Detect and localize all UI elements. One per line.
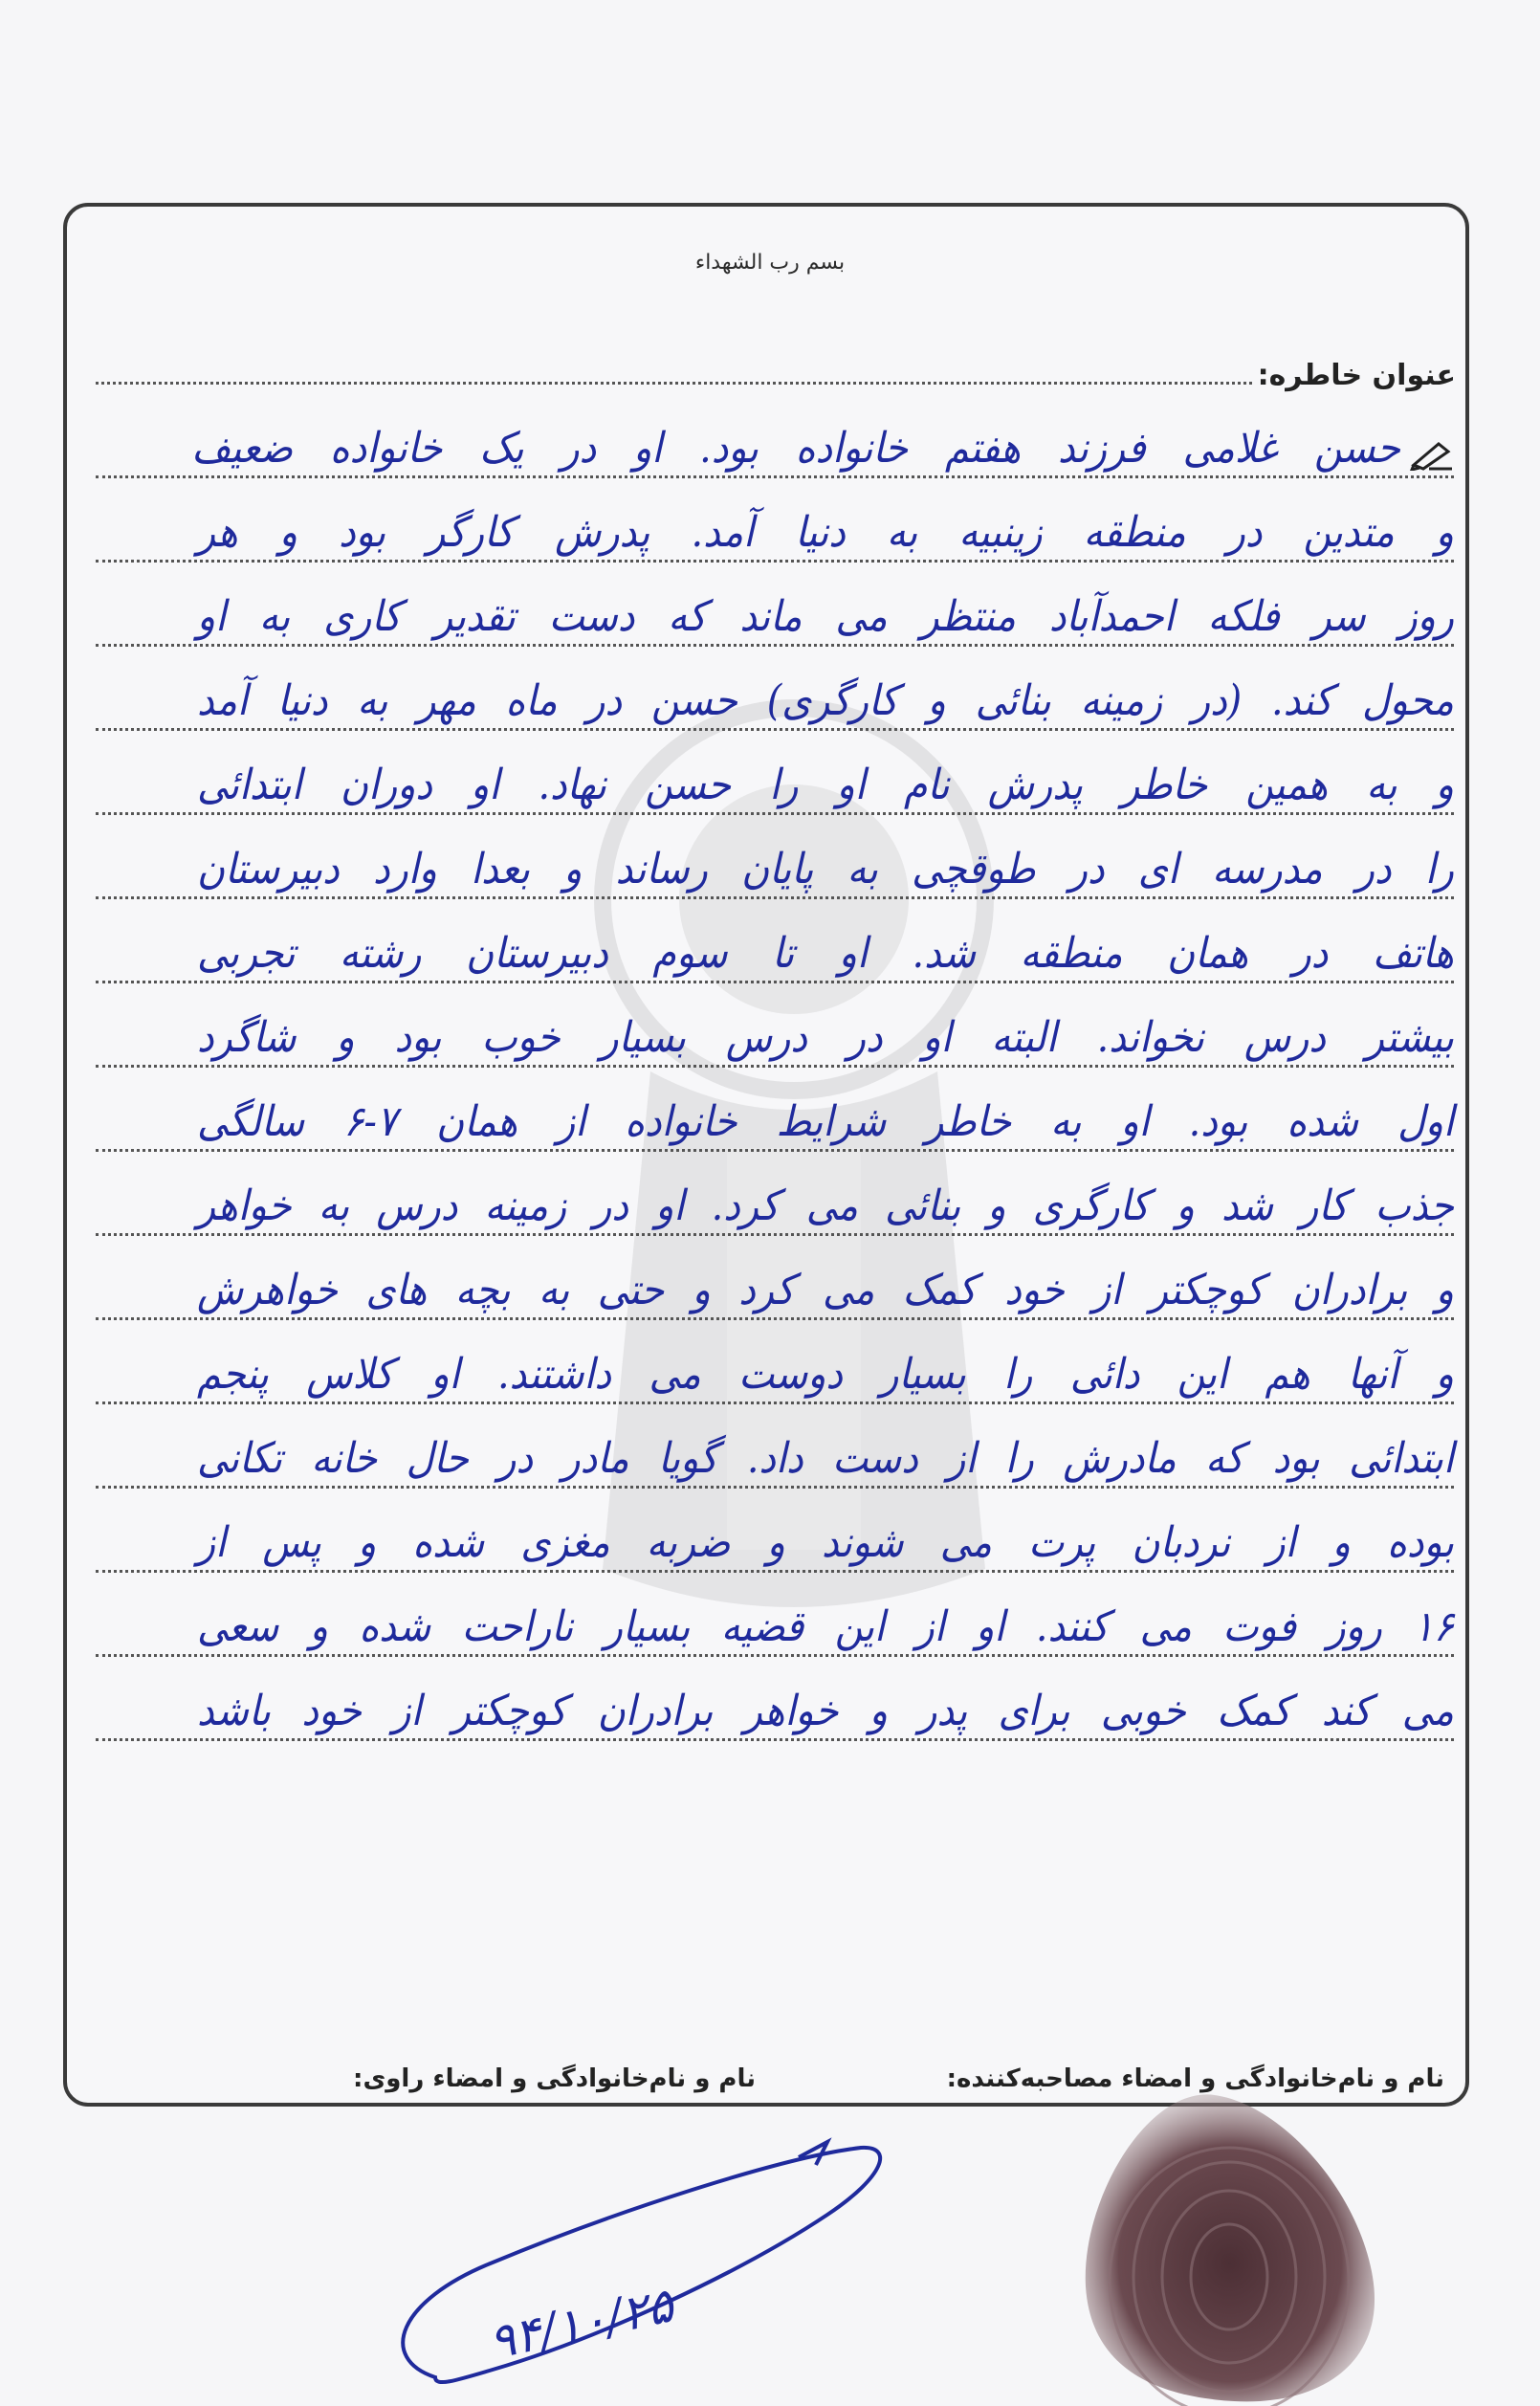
text-line (96, 739, 1454, 823)
handwritten-line: محول کند. (در زمینه بنائی و کارگری) حسن در ماه مهر به دنیا آمد (197, 676, 1454, 725)
text-line (96, 486, 1454, 570)
handwritten-line: را در مدرسه ای در طوقچی به پایان رساند و بعدا وارد دبیرستان (197, 845, 1454, 894)
interviewer-label: نام و نام‌خانوادگی و امضاء مصاحبه‌کننده: (946, 2064, 1444, 2093)
text-line (96, 907, 1454, 991)
text-line (96, 1580, 1454, 1665)
signature-loop (378, 2119, 894, 2406)
dotted-line (96, 1149, 1454, 1152)
text-line (96, 1328, 1454, 1412)
handwritten-line: بیشتر درس نخواند. البته او در درس بسیار خوب بود و شاگرد (197, 1013, 1454, 1062)
handwritten-line: جذب کار شد و کارگری و بنائی می کرد. او در زمینه درس به خواهر (197, 1181, 1454, 1230)
text-line (96, 570, 1454, 654)
dotted-line (96, 560, 1454, 563)
text-line (96, 1412, 1454, 1496)
handwritten-line: روز سر فلکه احمدآباد منتظر می ماند که دست تقدیر کاری به او (197, 592, 1454, 641)
dotted-line (96, 728, 1454, 731)
dotted-line (96, 1065, 1454, 1068)
dotted-line (96, 1654, 1454, 1657)
text-line (96, 654, 1454, 739)
handwritten-line: اول شده بود. او به خاطر شرایط خانواده از همان ۷-۶ سالگی (197, 1097, 1454, 1146)
handwritten-line: هاتف در همان منطقه شد. او تا سوم دبیرستان رشته تجربی (197, 929, 1454, 978)
handwritten-line: ابتدائی بود که مادرش را از دست داد. گویا مادر در حال خانه تکانی (197, 1434, 1454, 1483)
dotted-line (96, 981, 1454, 983)
text-line (96, 1244, 1454, 1328)
dotted-line (96, 1233, 1454, 1236)
handwritten-line: و متدین در منطقه زینبیه به دنیا آمد. پدرش کارگر بود و هر (197, 508, 1454, 557)
handwritten-line: بوده و از نردبان پرت می شوند و ضربه مغزی شده و پس از (197, 1518, 1455, 1567)
text-line (96, 823, 1454, 907)
dotted-line (96, 475, 1454, 478)
dotted-line (96, 896, 1454, 899)
memory-title-row (96, 354, 1456, 392)
pen-icon (1410, 438, 1454, 471)
dotted-line (96, 1738, 1454, 1741)
text-line (96, 991, 1454, 1075)
fingerprint-mark (1071, 2086, 1387, 2406)
memory-text-area (96, 402, 1454, 1749)
handwritten-line: حسن غلامی فرزند هفتم خانواده بود. او در یک خانواده ضعیف (191, 424, 1400, 473)
narrator-label: نام و نام‌خانوادگی و امضاء راوی: (353, 2064, 756, 2093)
handwritten-line: و به همین خاطر پدرش نام او را حسن نهاد. او دوران ابتدائی (197, 761, 1454, 809)
dotted-line (96, 1570, 1454, 1573)
handwritten-line: و برادران کوچکتر از خود کمک می کرد و حتی به بچه های خواهرش (197, 1266, 1454, 1314)
signature-date: ۹۴/۱۰/۲۵ (484, 2277, 678, 2371)
dotted-line (96, 1317, 1454, 1320)
handwritten-line: می کند کمک خوبی برای پدر و خواهر برادران کوچکتر از خود باشد (197, 1687, 1454, 1735)
dotted-line (96, 1486, 1454, 1489)
handwritten-line: و آنها هم این دائی را بسیار دوست می داشتند. او کلاس پنجم (197, 1350, 1454, 1399)
dotted-line (96, 644, 1454, 647)
text-line (96, 1665, 1454, 1749)
handwritten-line: ۱۶ روز فوت می کنند. او از این قضیه بسیار ناراحت شده و سعی (197, 1602, 1454, 1651)
memory-title-label: عنوان خاطره: (1257, 359, 1456, 392)
text-line (96, 1075, 1454, 1159)
text-line (96, 1496, 1454, 1580)
dotted-line (96, 1402, 1454, 1404)
text-line (96, 1159, 1454, 1244)
text-line (96, 402, 1454, 486)
header-title: بسم رب الشهداء (694, 251, 846, 275)
memory-title-field (96, 382, 1252, 385)
dotted-line (96, 812, 1454, 815)
